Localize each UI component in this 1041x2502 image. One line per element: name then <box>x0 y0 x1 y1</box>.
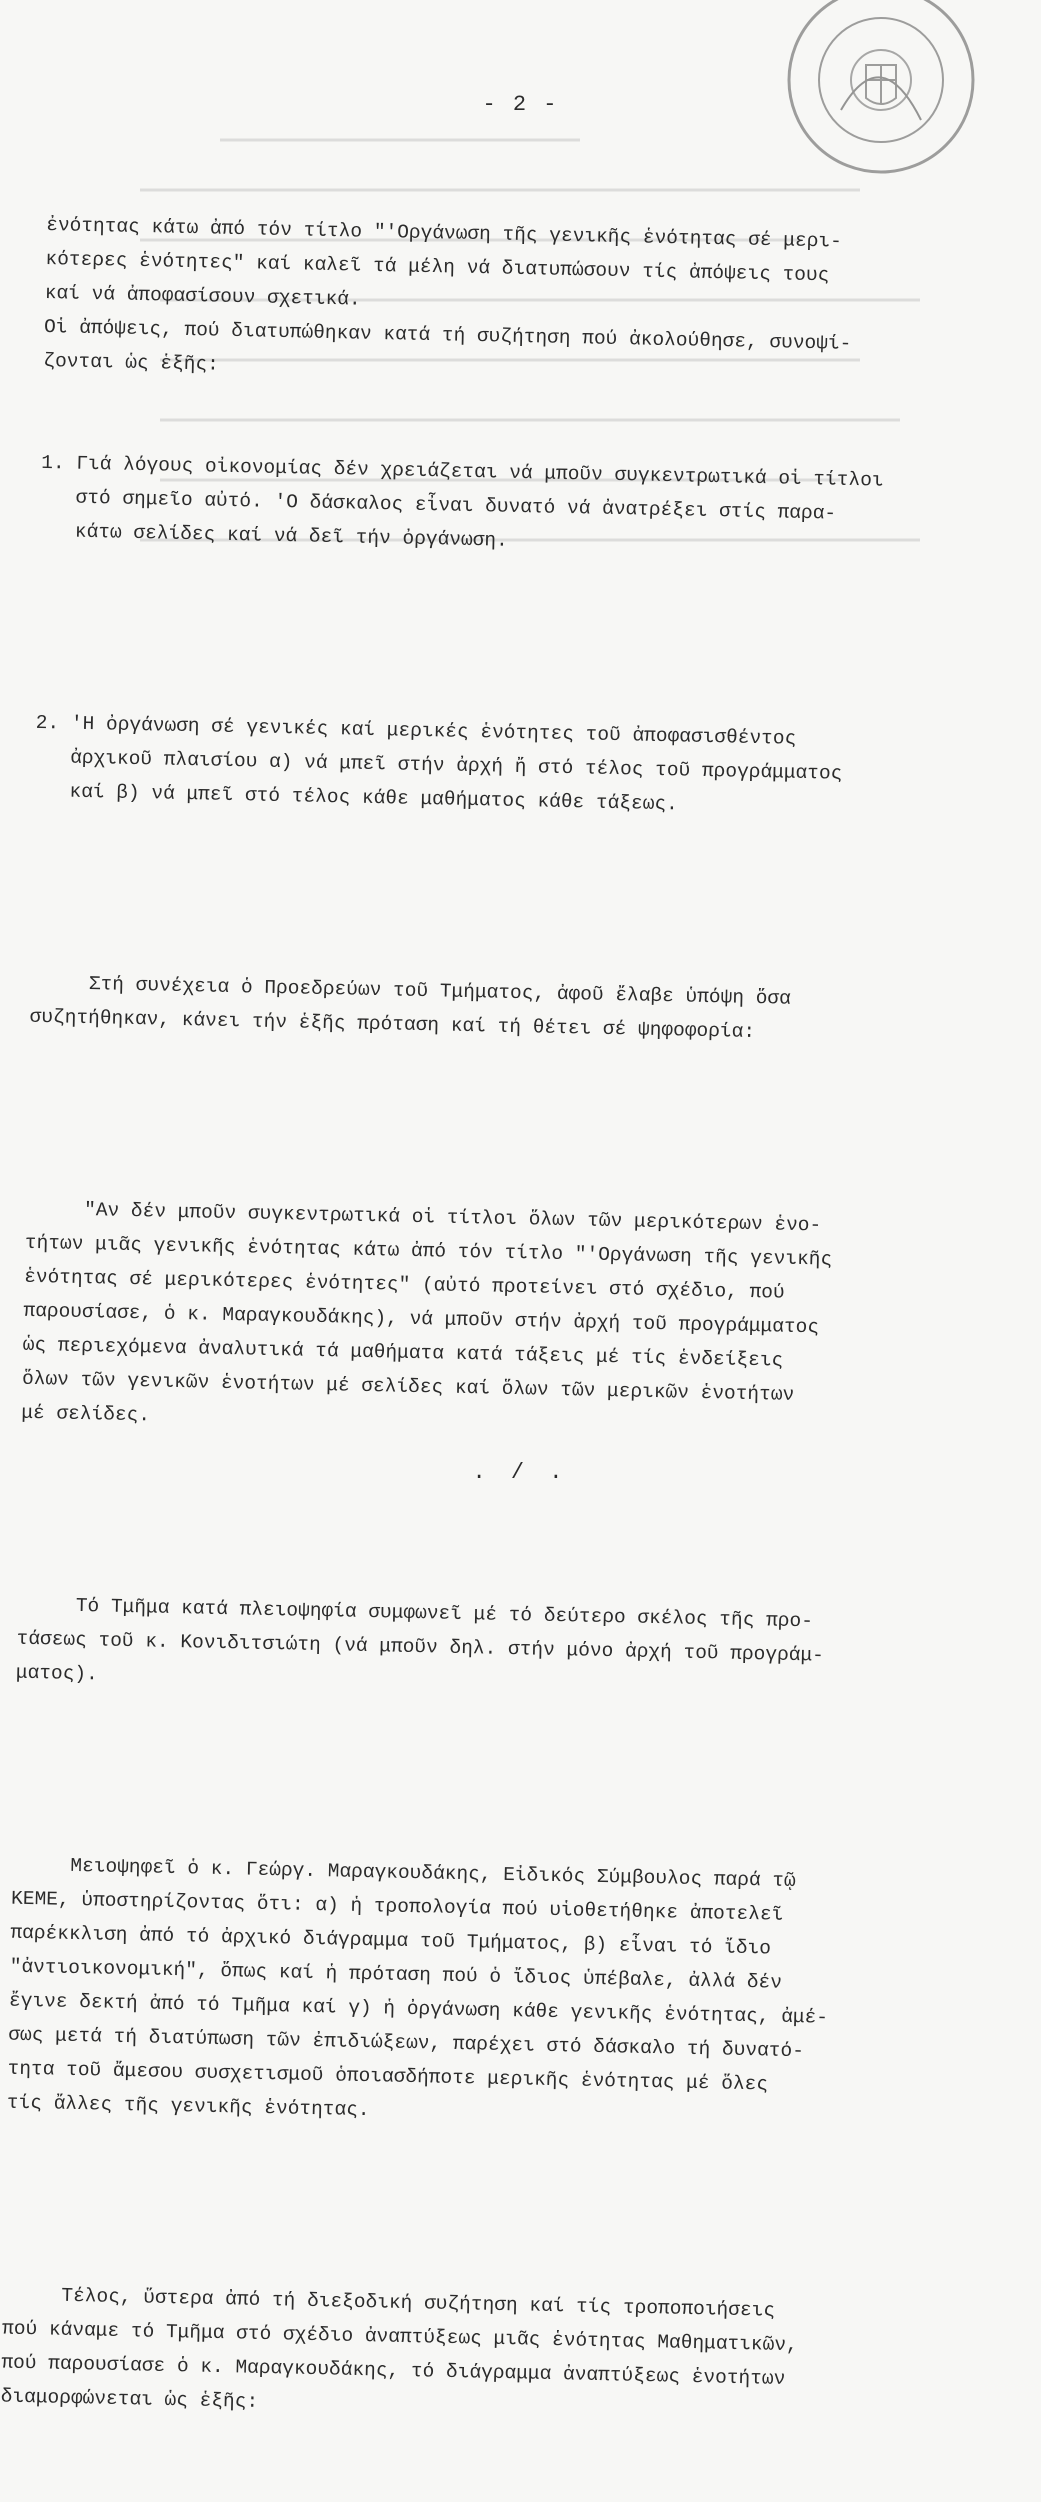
paragraph-conclusion: Τέλος, ὕστερα ἀπό τή διεξοδική συζήτηση καί τίς τροποποιήσεις πού κάναμε τό Τμῆμα στό σχέδιο ἀναπτύξεως μιᾶς ἑνότητας Μαθηματικῶν, πού παρουσίασε ὁ κ. Μαραγκουδάκης, τό διάγραμμα ἀναπτύξεως ἑνοτήτων διαμορφώνεται ὡς ἑξῆς: <box>0 2283 798 2413</box>
paragraph-proposal: "Αν δέν μποῦν συγκεντρωτικά οἱ τίτλοι ὅλων τῶν μερικότερων ἑνο- τήτων μιᾶς γενικῆς ἑνότητας κάτω ἀπό τόν τίτλο "'Οργάνωση τῆς γενικῆς ἑνότητας σέ μερικότερες ἑνότητες" (αὐτό προτείνει στό σχέδιο, πού παρουσίασε, ὁ κ. Μαραγκουδάκης), νά μποῦν στήν ἀρχή τοῦ προγράμματος ὡς περιεχόμενα ἀναλυτικά τά μαθήματα κατά τάξεις μέ τίς ἑνδείξεις ὅλων τῶν γενικῶν ἑνοτήτων μέ σελίδες καί ὅλων τῶν μερικῶν ἑνοτήτων μέ σελίδες. <box>21 1197 833 1427</box>
paragraph-minority: Μειοψηφεῖ ὁ κ. Γεώργ. Μαραγκουδάκης, Εἰδικός Σύμβουλος παρά τῷ ΚΕΜΕ, ὑποστηρίζοντας ὅτι: α) ἡ τροπολογία πού υἱοθετήθηκε ἀποτελεῖ παρέκκλιση ἀπό τό ἀρχικό διάγραμμα τοῦ Τμήματος, β) εἶναι τό ἴδιο "ἀντιοικονομική", ὅπως καί ἡ πρόταση πού ὁ ἴδιος ὑπέβαλε, ἀλλά δέν ἔγινε δεκτή ἀπό τό Τμῆμα καί γ) ἡ ὀργάνωση κάθε γενικῆς ἑνότητας, ἀμέ- σως μετά τή διατύπωση τῶν ἐπιδιώξεων, παρέχει στό δάσκαλο τή δυνατό- τητα τοῦ ἄμεσου συσχετισμοῦ ὁποιασδήποτε μερικῆς ἑνότητας μέ ὅλες τίς ἄλλες τῆς γενικῆς ἑνότητας. <box>6 1853 829 2122</box>
official-stamp <box>781 0 981 180</box>
list-item-2: 2. 'Η ὀργάνωση σέ γενικές καί μερικές ἑνότητες τοῦ ἀποφασισθέντος ἀρχικοῦ πλαισίου α) νά μπεῖ στήν ἀρχή ἤ στό τέλος τοῦ προγράμματος καί β) νά μπεῖ στό τέλος κάθε μαθήματος κάθε τάξεως. <box>34 711 843 816</box>
continuation-mark: . / . <box>472 1460 569 1485</box>
paragraph-proposal-intro: Στή συνέχεια ὁ Προεδρεύων τοῦ Τμήματος, ἀφοῦ ἔλαβε ὑπόψη ὅσα συζητήθηκαν, κάνει τήν ἑξῆς πρόταση καί τή θέτει σέ ψηφοφορία: <box>29 971 792 1043</box>
paragraph-vote: Τό Τμῆμα κατά πλειοψηφία συμφωνεῖ μέ τό δεύτερο σκέλος τῆς προ- τάσεως τοῦ κ. Κονιδιτσιώτη (νά μποῦν δηλ. στήν μόνο ἀρχή τοῦ προγράμ- ματος). <box>15 1593 825 1686</box>
paragraph-intro: ἐνότητας κάτω ἀπό τόν τίτλο "'Οργάνωση τῆς γενικῆς ἑνότητας σέ μερι- κότερες ἑνότητες" καί καλεῖ τά μέλη νά διατυπώσουν τίς ἀπόψεις τους καί νά ἀποφασίσουν σχετικά. Οἱ ἀπόψεις, πού διατυπώθηκαν κατά τή συζήτηση πού ἀκολούθησε, συνοψί- ζονται ὡς ἑξῆς: <box>43 213 852 376</box>
list-item-1: 1. Γιά λόγους οἰκονομίας δέν χρειάζεται νά μποῦν συγκεντρωτικά οἱ τίτλοι στό σημεῖο αὐτό. 'Ο δάσκαλος εἶναι δυνατό νά ἀνατρέξει στίς παρα- κάτω σελίδες καί νά δεῖ τήν ὀργάνωση. <box>39 451 884 552</box>
page-number: - 2 - <box>482 92 559 117</box>
document-body <box>0 140 1008 2502</box>
